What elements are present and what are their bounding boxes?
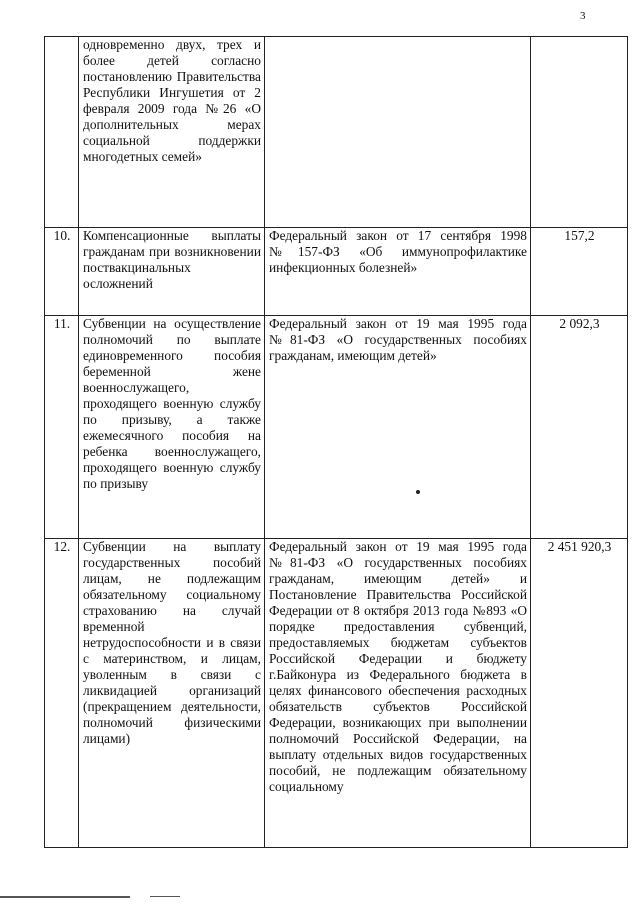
- amount: 2 092,3: [531, 316, 628, 539]
- amount: [531, 37, 628, 228]
- page-number: 3: [580, 10, 586, 22]
- benefits-table: [44, 36, 628, 848]
- row-number: [45, 37, 79, 228]
- table-row: [45, 228, 628, 316]
- legal-basis: Федеральный закон от 19 мая 1995 года №81-ФЗ «О государственных пособиях гражданам, имеющим детей» и Постановление Правительства Российской Федерации от 8 октября 2013 года №893 «О порядке предоставления субвенций, предоставляемых бюджетам субъектов Российской Федерации и бюджету г.Байконура из Федерального бюджета в целях финансового обеспечения расходных обязательств субъектов Российской Федерации, возникающих при выполнении полномочий Российской Федерации, на выплату отдельных видов государственных пособий, не подлежащим обязательному социальному: [265, 539, 531, 848]
- payment-name: Субвенции на осуществление полномочий по выплате единовременного пособия беременной жене военнослужащего, проходящего военную службу по призыву, а также ежемесячного пособия на ребенка военнослужащего, проходящего военную службу по призыву: [79, 316, 265, 539]
- payment-name: одновременно двух, трех и более детей согласно постановлению Правительства Республики Ингушетия от 2 февраля 2009 года №26 «О дополнительных мерах социальной поддержки многодетных семей»: [79, 37, 265, 228]
- table-row: [45, 539, 628, 848]
- amount: 2 451 920,3: [531, 539, 628, 848]
- table-row: [45, 316, 628, 539]
- legal-basis: Федеральный закон от 17 сентября 1998 №157-ФЗ «Об иммунопрофилактике инфекционных болезней»: [265, 228, 531, 316]
- row-number: 10.: [45, 228, 79, 316]
- scan-edge-mark: [0, 896, 130, 898]
- payment-name: Компенсационные выплаты гражданам при возникновении поствакцинальных осложнений: [79, 228, 265, 316]
- legal-basis: [265, 37, 531, 228]
- payment-name: Субвенции на выплату государственных пособий лицам, не подлежащим обязательному социальному страхованию на случай временной нетрудоспособности и в связи с материнством, и лицам, уволенным в связи с ликвидацией организаций (прекращением деятельности, полномочий физическими лицами): [79, 539, 265, 848]
- amount: 157,2: [531, 228, 628, 316]
- row-number: 12.: [45, 539, 79, 848]
- scan-speck: [416, 490, 420, 494]
- table-row: [45, 37, 628, 228]
- row-number: 11.: [45, 316, 79, 539]
- legal-basis: Федеральный закон от 19 мая 1995 года №81-ФЗ «О государственных пособиях гражданам, имеющим детей»: [265, 316, 531, 539]
- scan-edge-mark: [150, 896, 180, 897]
